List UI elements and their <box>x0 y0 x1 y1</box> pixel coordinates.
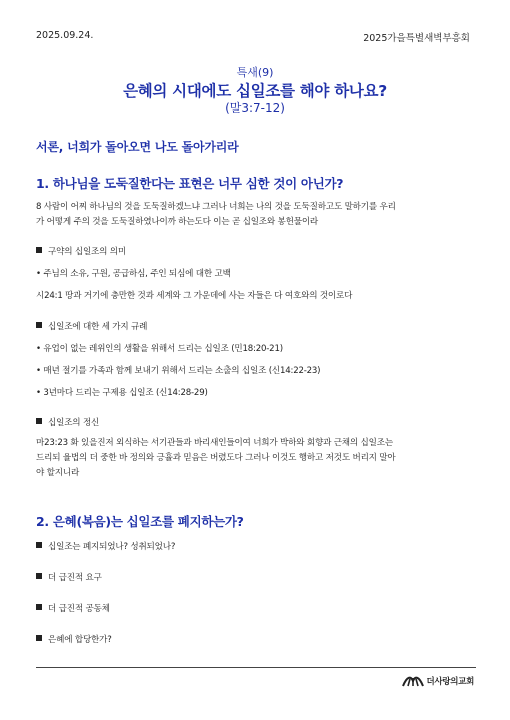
section2-item <box>36 602 110 614</box>
church-logo <box>402 674 474 688</box>
section2-item-label: 십일조는 폐지되었나? 성취되었나? <box>48 542 176 552</box>
rules-heading <box>36 320 147 332</box>
meaning-heading-label: 구약의 십일조의 의미 <box>48 247 126 257</box>
intro-heading: 서론, 너희가 돌아오면 나도 돌아가리라 <box>36 140 239 154</box>
meaning-heading <box>36 245 126 257</box>
square-bullet-icon <box>36 322 42 328</box>
section1-heading: 1. 하나님을 도둑질한다는 표현은 너무 심한 것이 아닌가? <box>36 176 344 191</box>
square-bullet-icon <box>36 418 42 424</box>
rules-heading-label: 십일조에 대한 세 가지 규례 <box>48 322 148 332</box>
verse-line: 가 어떻게 주의 것을 도둑질하였나이까 하는도다 이는 곧 십일조와 봉헌물이라 <box>36 217 319 227</box>
scripture-reference: (말3:7-12) <box>225 101 285 115</box>
spirit-verse <box>36 436 476 481</box>
spirit-line: 마23:23 화 있을진저 외식하는 서기관들과 바리새인들이여 너희가 박하와 회향과 근채의 십일조는 <box>36 438 393 448</box>
section2-heading: 2. 은혜(복음)는 십일조를 폐지하는가? <box>36 514 244 529</box>
spirit-line: 야 할지니라 <box>36 468 80 478</box>
section2-item-label: 더 급진적 공동체 <box>48 604 110 614</box>
meaning-bullet: • 주님의 소유, 구원, 공급하심, 주인 되심에 대한 고백 <box>36 269 231 279</box>
square-bullet-icon <box>36 604 42 610</box>
psalm-verse: 시24:1 땅과 거기에 충만한 것과 세계와 그 가운데에 사는 자들은 다 여호와의 것이로다 <box>36 291 353 301</box>
section2-item <box>36 633 112 645</box>
church-logo-icon <box>402 674 424 688</box>
rule-item: • 3년마다 드리는 구제용 십일조 (신14:28-29) <box>36 388 208 398</box>
spirit-line: 드리되 율법의 더 중한 바 정의와 긍휼과 믿음은 버렸도다 그러나 이것도 행하고 저것도 버리지 말아 <box>36 453 396 463</box>
header-event: 2025가을특별새벽부흥회 <box>363 33 470 44</box>
series-label: 특새(9) <box>236 66 274 79</box>
rule-item: • 매년 절기를 가족과 함께 보내기 위해서 드리는 소출의 십일조 (신14:22-23) <box>36 366 321 376</box>
verse-line: 8 사람이 어찌 하나님의 것을 도둑질하겠느냐 그러나 너희는 나의 것을 도둑질하고도 말하기를 우리 <box>36 202 396 212</box>
spirit-heading-label: 십일조의 정신 <box>48 418 100 428</box>
section2-item <box>36 571 102 583</box>
page-title: 은혜의 시대에도 십일조를 해야 하나요? <box>123 82 387 100</box>
section2-item-label: 더 급진적 요구 <box>48 573 102 583</box>
section2-item-label: 은혜에 합당한가? <box>48 635 112 645</box>
square-bullet-icon <box>36 635 42 641</box>
section2-item <box>36 540 175 552</box>
square-bullet-icon <box>36 573 42 579</box>
header-date: 2025.09.24. <box>36 30 94 41</box>
square-bullet-icon <box>36 247 42 253</box>
section1-verse <box>36 200 476 230</box>
footer-divider <box>36 667 476 668</box>
church-name: 더사랑의교회 <box>426 677 474 687</box>
square-bullet-icon <box>36 542 42 548</box>
rule-item: • 유업이 없는 레위인의 생활을 위해서 드리는 십일조 (민18:20-21) <box>36 344 283 354</box>
spirit-heading <box>36 416 99 428</box>
